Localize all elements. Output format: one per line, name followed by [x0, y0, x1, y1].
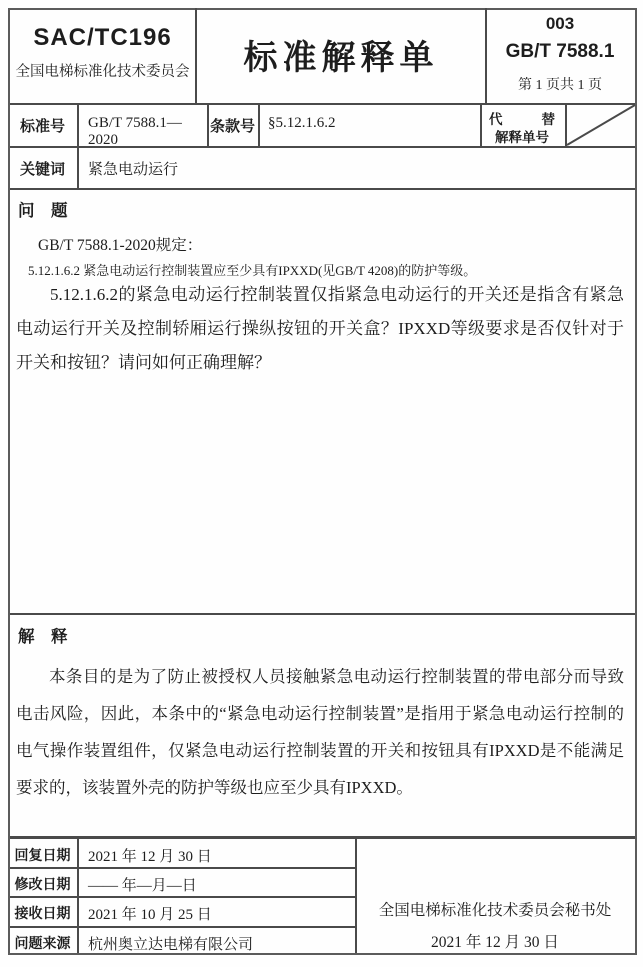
- diagonal-slash: [566, 104, 636, 146]
- border-left: [8, 8, 10, 955]
- interpretation-heading: 解 释: [18, 628, 68, 646]
- footer-row-divider-3: [8, 926, 357, 928]
- standard-reference: GB/T 7588.1: [505, 41, 615, 62]
- org-code: SAC/TC196: [33, 24, 172, 51]
- border-right: [635, 8, 637, 955]
- secretariat-name: 全国电梯标准化技术委员会秘书处: [378, 902, 612, 919]
- revision-date-value: —— 年—月—日: [88, 878, 197, 894]
- question-heading: 问 题: [18, 202, 68, 220]
- border-top: [8, 8, 637, 10]
- divider-interpretation-footer: [8, 836, 637, 839]
- standard-no-label: 标准号: [19, 118, 65, 135]
- question-intro: GB/T 7588.1-2020规定：: [38, 237, 203, 254]
- replaced-sheet-label-line2: 解释单号: [495, 130, 549, 145]
- clause-no-value: §5.12.1.6.2: [268, 115, 336, 131]
- replaced-sheet-label-line1: 代 替: [489, 112, 555, 127]
- footer-label-divider: [77, 837, 79, 953]
- divider-question-interpretation: [8, 613, 637, 615]
- org-name: 全国电梯标准化技术委员会: [15, 64, 190, 80]
- revision-date-label: 修改日期: [14, 876, 71, 892]
- received-date-label: 接收日期: [14, 905, 71, 921]
- interpretation-body: 本条目的是为了防止被授权人员接触紧急电动运行控制装置的带电部分而导致电击风险，因此，本条中的“紧急电动运行控制装置”是指用于紧急电动运行控制的电气操作装置组件，仅紧急电动运行控制装置的开关和按钮具有IPXXD是不能满足要求的，该装置外壳的防护等级也应至少具有IPXXD。: [16, 667, 624, 797]
- doc-number: 003: [545, 14, 575, 33]
- page-title: 标准解释单: [243, 40, 439, 77]
- meta-divider-3: [480, 103, 482, 146]
- standard-no-value: GB/T 7588.1—2020: [88, 115, 182, 148]
- page-count: 第 1 页共 1 页: [518, 78, 602, 93]
- divider-header-meta: [8, 103, 637, 105]
- keyword-value: 紧急电动运行: [88, 162, 179, 178]
- question-source-value: 杭州奥立达电梯有限公司: [88, 937, 254, 953]
- secretariat-date: 2021 年 12 月 30 日: [431, 934, 559, 951]
- meta-divider-2: [258, 103, 260, 146]
- question-quote: 5.12.1.6.2 紧急电动运行控制装置应至少具有IPXXD(见GB/T 4208)的防护等级。: [28, 263, 477, 278]
- label-column-divider: [77, 103, 79, 188]
- question-body: 5.12.1.6.2的紧急电动运行控制装置仅指紧急电动运行的开关还是指含有紧急电动运行开关及控制轿厢运行操纵按钮的开关盒？IPXXD等级要求是否仅针对于开关和按钮？请问如何正确理解？: [16, 285, 624, 372]
- received-date-value: 2021 年 10 月 25 日: [88, 907, 212, 923]
- footer-row-divider-2: [8, 896, 357, 898]
- footer-row-divider-1: [8, 867, 357, 869]
- keyword-label: 关键词: [19, 161, 65, 178]
- question-source-label: 问题来源: [14, 935, 71, 951]
- divider-keyword-question: [8, 188, 637, 190]
- clause-no-label: 条款号: [209, 118, 255, 135]
- reply-date-value: 2021 年 12 月 30 日: [88, 849, 212, 865]
- reply-date-label: 回复日期: [14, 847, 71, 863]
